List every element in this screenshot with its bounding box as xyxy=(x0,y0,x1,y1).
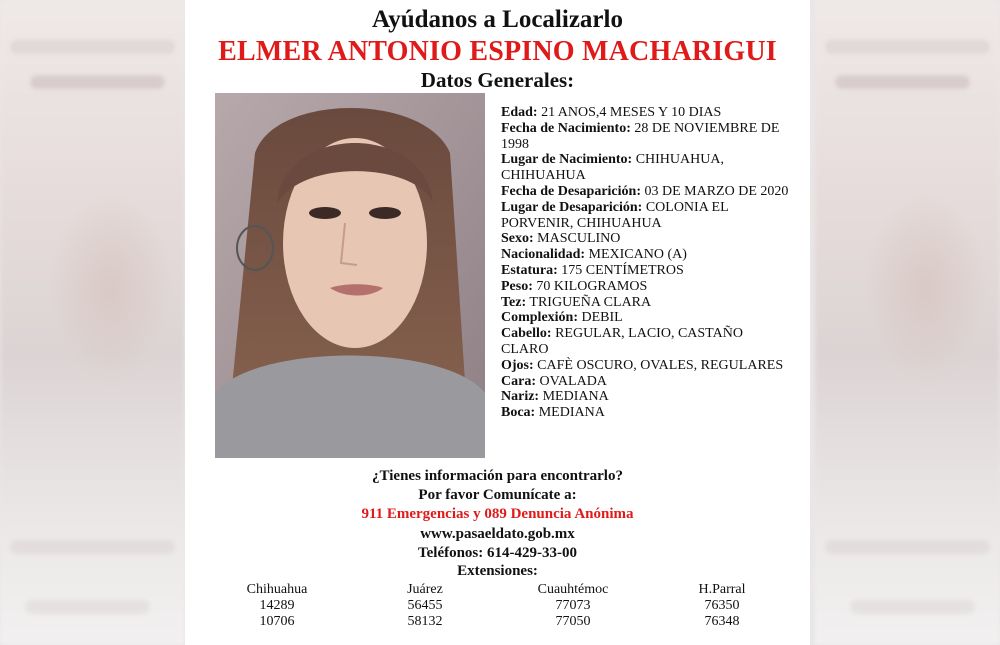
person-photo xyxy=(215,93,485,458)
extension-number: 77073 xyxy=(555,598,591,613)
detail-row: Ojos: CAFÈ OSCURO, OVALES, REGULARES xyxy=(501,357,784,373)
blurred-background-right xyxy=(815,0,1000,645)
extension-number: 77050 xyxy=(555,614,591,629)
detail-row: Fecha de Nacimiento: 28 DE NOVIEMBRE DE 1998 xyxy=(501,120,780,152)
section-heading: Datos Generales: xyxy=(420,68,575,92)
extension-city: Chihuahua xyxy=(246,582,308,597)
poster-title: Ayúdanos a Localizarlo xyxy=(372,6,623,33)
detail-row: Tez: TRIGUEÑA CLARA xyxy=(501,294,652,310)
missing-person-poster xyxy=(185,0,810,645)
detail-row: Cara: OVALADA xyxy=(501,373,607,389)
emergency-numbers: 911 Emergencias y 089 Denuncia Anónima xyxy=(361,506,634,522)
person-name: ELMER ANTONIO ESPINO MACHARIGUI xyxy=(218,36,777,67)
extension-number: 10706 xyxy=(259,614,295,629)
detail-row: Nacionalidad: MEXICANO (A) xyxy=(501,247,687,263)
extension-column-juarez xyxy=(365,582,485,630)
extension-column-chihuahua xyxy=(217,582,337,630)
detail-row: Cabello: REGULAR, LACIO, CASTAÑO CLARO xyxy=(501,326,743,357)
detail-row: Peso: 70 KILOGRAMOS xyxy=(501,278,648,294)
detail-row: Fecha de Desaparición: 03 DE MARZO DE 2020 xyxy=(501,183,789,199)
detail-row: Lugar de Desaparición: COLONIA EL PORVENIR, CHIHUAHUA xyxy=(501,199,729,231)
details-list xyxy=(501,105,791,421)
extensions-heading: Extensiones: xyxy=(457,563,538,579)
extensions-table xyxy=(185,582,810,632)
phone-numbers: Teléfonos: 614-429-33-00 xyxy=(417,545,578,561)
detail-row: Sexo: MASCULINO xyxy=(501,231,621,247)
detail-row: Estatura: 175 CENTÍMETROS xyxy=(501,262,684,278)
extension-city: Cuauhtémoc xyxy=(537,582,609,597)
extension-number: 76348 xyxy=(704,614,740,629)
detail-row: Edad: 21 ANOS,4 MESES Y 10 DIAS xyxy=(501,105,722,120)
extension-column-hparral xyxy=(662,582,782,630)
extension-number: 58132 xyxy=(407,614,443,629)
detail-row: Nariz: MEDIANA xyxy=(501,389,609,405)
extension-number: 56455 xyxy=(407,598,443,613)
extension-column-cuauhtemoc xyxy=(513,582,633,630)
extension-number: 76350 xyxy=(704,598,740,613)
website-link[interactable]: www.pasaeldato.gob.mx xyxy=(420,526,575,542)
blurred-background-left xyxy=(0,0,185,645)
detail-row: Boca: MEDIANA xyxy=(501,405,605,421)
detail-row: Lugar de Nacimiento: CHIHUAHUA, CHIHUAHUA xyxy=(501,152,724,184)
extension-city: Juárez xyxy=(407,582,443,597)
extension-number: 14289 xyxy=(259,598,295,613)
extension-city: H.Parral xyxy=(698,582,746,597)
info-question: ¿Tienes información para encontrarlo? xyxy=(372,468,623,484)
detail-row: Complexión: DEBIL xyxy=(501,310,623,326)
contact-prompt: Por favor Comunícate a: xyxy=(418,487,577,503)
